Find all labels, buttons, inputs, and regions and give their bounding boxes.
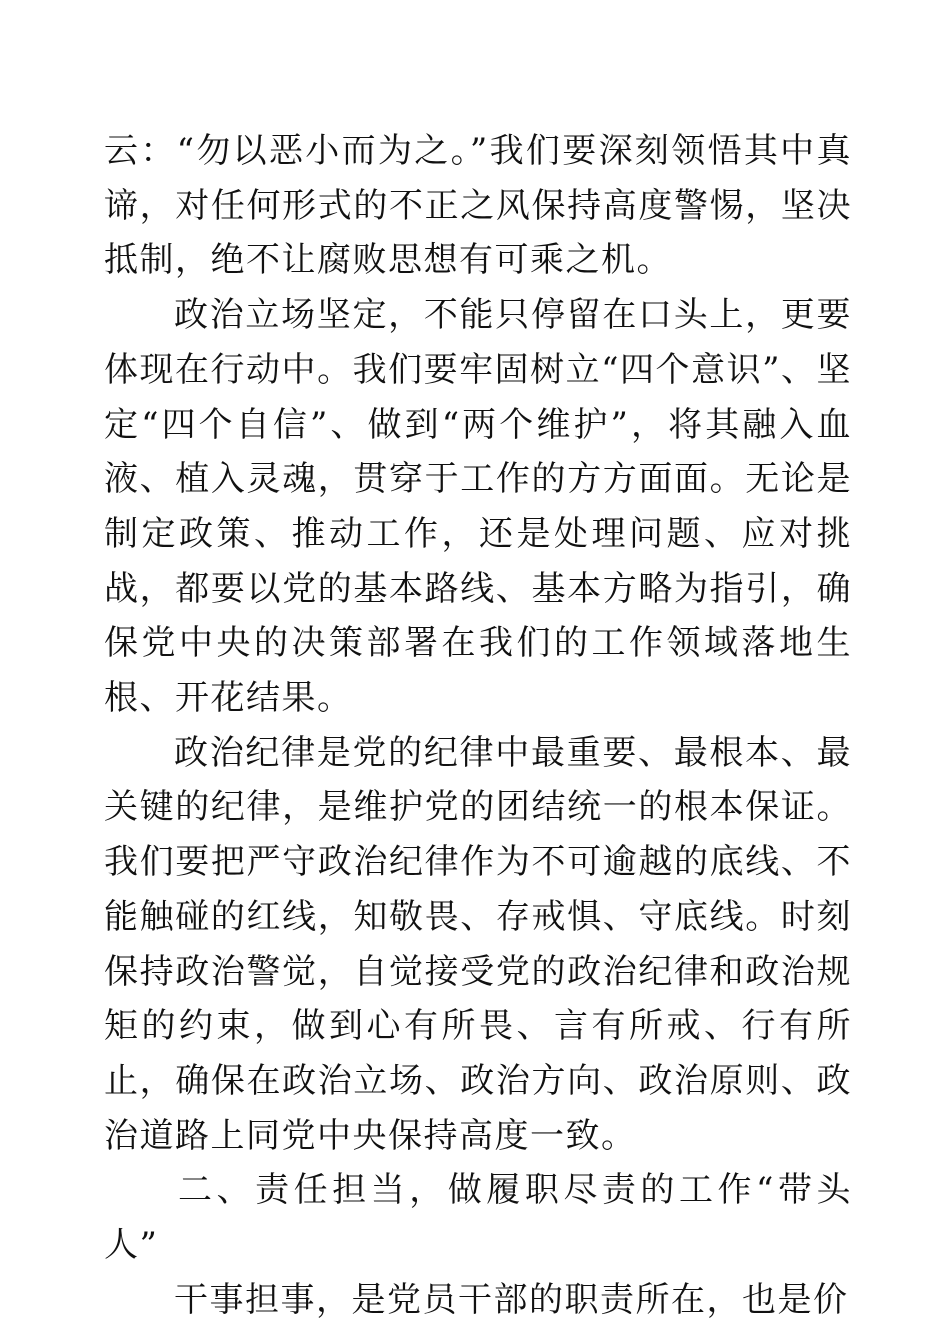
paragraph-political-discipline: 政治纪律是党的纪律中最重要、最根本、最关键的纪律，是维护党的团结统一的根本保证。我们要把严守政治纪律作为不可逾越的底线、不能触碰的红线，知敬畏、存戒惧、守底线。时刻保持政治警觉，自觉接受党的政治纪律和政治规矩的约束，做到心有所畏、言有所戒、行有所止，确保在政治立场、政治方向、政治原则、政治道路上同党中央保持高度一致。: [104, 732, 852, 1156]
paragraph-political-stance: 政治立场坚定，不能只停留在口头上，更要体现在行动中。我们要牢固树立“四个意识”、坚定“四个自信”、做到“两个维护”，将其融入血液、植入灵魂，贯穿于工作的方方面面。无论是制定政策、推动工作，还是处理问题、应对挑战，都要以党的基本路线、基本方略为指引，确保党中央的决策部署在我们的工作领域落地生根、开花结果。: [104, 295, 852, 719]
paragraph-continuation: 云：“勿以恶小而为之。”我们要深刻领悟其中真谛，对任何形式的不正之风保持高度警惕，坚决抵制，绝不让腐败思想有可乘之机。: [104, 131, 852, 281]
document-page: [104, 124, 852, 1327]
paragraph-duty: 干事担事，是党员干部的职责所在，也是价: [174, 1279, 849, 1320]
section-heading-responsibility: 二、责任担当，做履职尽责的工作“带头人”: [104, 1170, 852, 1266]
